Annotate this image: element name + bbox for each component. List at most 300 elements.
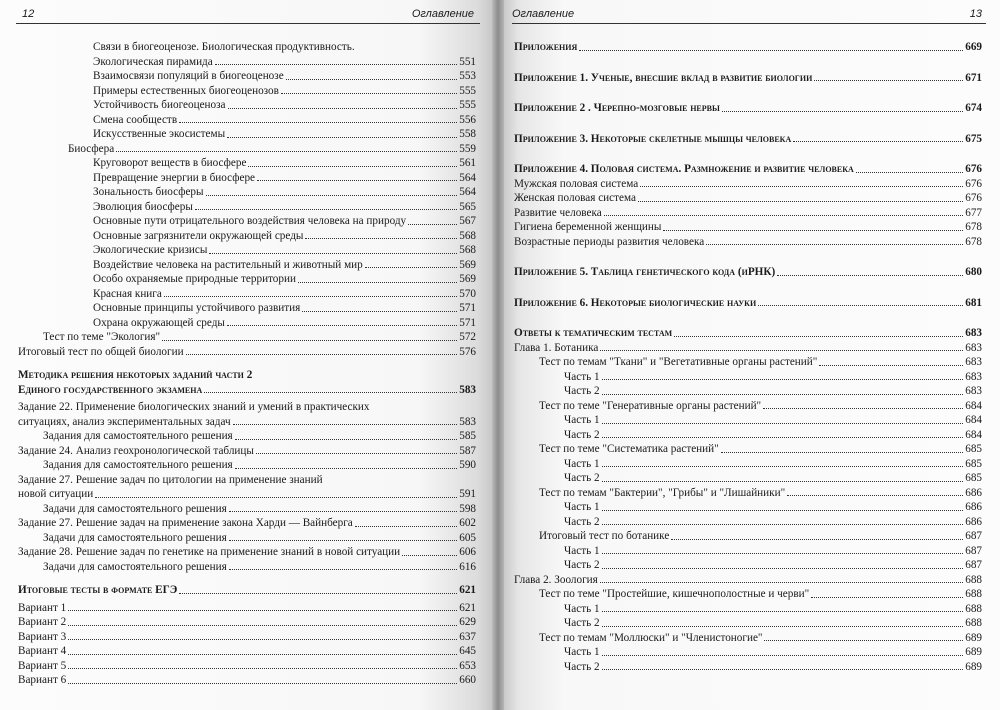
toc-entry[interactable] [514, 162, 982, 177]
toc-entry-page: 683 [965, 385, 982, 397]
toc-entry-page: 564 [459, 171, 476, 184]
toc-entry-page: 571 [459, 302, 476, 314]
toc-entry-title: Часть 1 [564, 457, 600, 470]
toc-entry-title: Задания для самостоятельного решения [43, 430, 233, 442]
toc-leader-dots [179, 593, 457, 594]
toc-entry-title: Приложение 5. Таблица генетического кода (иРНК) [514, 266, 776, 278]
toc-entry[interactable] [18, 301, 476, 316]
toc-entry-page: 621 [459, 601, 476, 614]
toc-leader-dots [162, 340, 457, 341]
toc-entry[interactable] [514, 235, 982, 250]
toc-entry-page: 684 [965, 414, 982, 426]
toc-leader-dots [68, 625, 457, 626]
toc-entry-title: Охрана окружающей среды [93, 316, 225, 329]
toc-leader-dots [206, 195, 458, 196]
toc-entry[interactable] [514, 296, 982, 311]
toc-entry-title: Женская половая система [514, 192, 636, 204]
toc-entry-title: Часть 1 [564, 544, 600, 557]
toc-entry[interactable] [18, 84, 476, 99]
toc-entry-title: Итоговый тест по общей биологии [18, 345, 184, 358]
toc-entry-page: 590 [459, 459, 476, 471]
toc-leader-dots [602, 437, 964, 438]
toc-entry-title: Часть 1 [564, 602, 600, 615]
toc-entry[interactable] [18, 516, 476, 531]
toc-entry[interactable] [18, 531, 476, 546]
toc-leader-dots [68, 610, 457, 611]
toc-leader-dots [227, 325, 457, 326]
toc-leader-dots [298, 282, 457, 283]
toc-entry-page: 688 [965, 573, 982, 586]
right-header-rule [512, 23, 986, 24]
toc-entry[interactable] [514, 573, 982, 588]
toc-entry[interactable] [18, 98, 476, 113]
right-page [504, 0, 1000, 710]
toc-entry-page: 637 [459, 630, 476, 643]
toc-entry-page: 685 [965, 457, 982, 470]
toc-entry[interactable] [18, 345, 476, 360]
toc-entry[interactable] [514, 384, 982, 399]
toc-entry[interactable] [514, 132, 982, 147]
toc-entry[interactable] [18, 113, 476, 128]
toc-entry-title: Часть 2 [564, 660, 600, 673]
toc-entry-title: Особо охраняемые природные территории [93, 273, 296, 285]
toc-entry-title: Искусственные экосистемы [93, 128, 226, 140]
toc-entry-title: Тест по темам "Ткани" и "Вегетативные органы растений" [539, 356, 818, 368]
toc-leader-dots [600, 350, 963, 351]
toc-entry[interactable] [18, 200, 476, 215]
toc-entry-title: Вариант 5 [18, 659, 67, 672]
toc-entry[interactable] [18, 229, 476, 244]
left-toc [18, 40, 476, 688]
toc-entry[interactable] [18, 673, 476, 688]
book-gutter [492, 0, 504, 710]
toc-entry-page: 688 [965, 602, 982, 615]
toc-leader-dots [856, 172, 963, 173]
toc-entry-page: 686 [965, 486, 982, 499]
toc-entry-title: Единого государственного экзамена [18, 383, 203, 396]
toc-leader-dots [638, 201, 963, 202]
toc-entry-title: Глава 2. Зоология [514, 573, 598, 586]
toc-leader-dots [764, 640, 963, 641]
toc-entry-title: Превращение энергии в биосфере [93, 171, 256, 184]
toc-leader-dots [305, 238, 457, 239]
toc-entry-page: 685 [965, 443, 982, 455]
toc-leader-dots [229, 511, 457, 512]
toc-entry[interactable] [18, 415, 476, 430]
toc-entry[interactable] [18, 330, 476, 345]
toc-leader-dots [602, 669, 964, 670]
toc-leader-dots [68, 654, 457, 655]
toc-entry-page: 561 [459, 157, 476, 169]
toc-leader-dots [286, 79, 458, 80]
toc-entry[interactable] [514, 341, 982, 356]
toc-entry[interactable] [18, 55, 476, 70]
toc-leader-dots [663, 230, 963, 231]
toc-entry-title: Часть 2 [564, 515, 600, 528]
toc-entry-page: 576 [459, 345, 476, 358]
toc-entry-page: 676 [965, 163, 982, 175]
toc-entry-page: 555 [459, 99, 476, 111]
left-page [0, 0, 492, 710]
toc-entry-title: Зональность биосферы [93, 186, 204, 198]
toc-leader-dots [209, 253, 457, 254]
right-running-head: Оглавление [512, 8, 575, 20]
toc-entry[interactable] [514, 471, 982, 486]
right-toc [514, 40, 982, 674]
toc-entry-title: Задачи для самостоятельного решения [43, 560, 227, 573]
toc-entry-title: Задание 22. Применение биологических знаний и умений в практических [18, 401, 370, 413]
toc-entry-title: Задачи для самостоятельного решения [43, 502, 227, 515]
toc-spacer [18, 359, 476, 368]
toc-entry[interactable] [514, 442, 982, 457]
toc-leader-dots [604, 215, 964, 216]
toc-entry-page: 683 [965, 341, 982, 354]
toc-entry-title: Итоговый тест по ботанике [539, 530, 670, 542]
toc-leader-dots [68, 639, 457, 640]
toc-leader-dots [721, 452, 964, 453]
toc-entry[interactable] [18, 243, 476, 258]
toc-entry-page: 556 [459, 113, 476, 126]
toc-entry[interactable] [18, 171, 476, 186]
toc-entry[interactable] [514, 413, 982, 428]
toc-leader-dots [777, 275, 963, 276]
toc-entry-page: 684 [965, 399, 982, 412]
toc-entry-title: Задание 27. Решение задач на применение закона Харди — Вайнберга [18, 517, 353, 529]
toc-entry-page: 671 [965, 71, 982, 84]
toc-entry[interactable] [18, 272, 476, 287]
toc-entry[interactable] [514, 428, 982, 443]
toc-entry-page: 602 [459, 517, 476, 529]
toc-entry[interactable] [18, 601, 476, 616]
toc-spacer [514, 280, 982, 296]
toc-entry[interactable] [514, 355, 982, 370]
toc-leader-dots [674, 336, 963, 337]
toc-entry[interactable] [18, 473, 476, 488]
toc-entry-page: 591 [459, 488, 476, 500]
toc-entry[interactable] [18, 368, 476, 383]
toc-leader-dots [257, 180, 457, 181]
toc-spacer [514, 55, 982, 71]
toc-entry-page: 587 [459, 444, 476, 457]
toc-entry[interactable] [18, 560, 476, 575]
toc-entry-title: новой ситуации [18, 488, 94, 500]
toc-entry[interactable] [18, 444, 476, 459]
toc-leader-dots [235, 468, 458, 469]
toc-entry[interactable] [18, 258, 476, 273]
toc-leader-dots [408, 224, 457, 225]
toc-entry-page: 677 [965, 206, 982, 219]
left-page-number: 12 [22, 8, 35, 20]
toc-entry-title: Тест по теме "Генеративные органы растений" [539, 399, 762, 412]
toc-entry-page: 568 [459, 244, 476, 256]
toc-entry-page: 675 [965, 132, 982, 145]
toc-entry-title: Вариант 3 [18, 630, 67, 643]
toc-entry-page: 585 [459, 430, 476, 442]
toc-entry[interactable] [514, 71, 982, 86]
toc-leader-dots [281, 93, 457, 94]
toc-entry[interactable] [514, 500, 982, 515]
toc-entry[interactable] [514, 587, 982, 602]
toc-leader-dots [204, 392, 457, 393]
toc-entry-page: 569 [459, 258, 476, 271]
toc-entry[interactable] [514, 457, 982, 472]
toc-entry[interactable] [514, 191, 982, 206]
toc-leader-dots [706, 244, 963, 245]
toc-entry[interactable] [18, 615, 476, 630]
toc-entry-title: Тест по теме "Простейшие, кишечнополостные и черви" [539, 588, 810, 600]
toc-spacer [514, 85, 982, 101]
toc-entry[interactable] [18, 487, 476, 502]
toc-spacer [18, 574, 476, 583]
toc-entry-title: Итоговые тесты в формате ЕГЭ [18, 584, 178, 596]
toc-entry-page: 683 [965, 370, 982, 383]
toc-leader-dots [164, 296, 457, 297]
toc-leader-dots [179, 122, 457, 123]
toc-entry[interactable] [18, 142, 476, 157]
toc-entry-title: Биосфера [68, 142, 115, 155]
toc-entry-page: 606 [459, 546, 476, 558]
toc-entry-page: 687 [965, 530, 982, 542]
toc-entry[interactable] [18, 383, 476, 398]
toc-entry[interactable] [18, 185, 476, 200]
toc-entry[interactable] [514, 399, 982, 414]
toc-entry-title: Основные принципы устойчивого развития [93, 302, 301, 314]
toc-entry-title: Тест по теме "Систематика растений" [539, 443, 719, 455]
toc-leader-dots [814, 80, 963, 81]
toc-entry-title: Воздействие человека на растительный и животный мир [93, 258, 363, 271]
toc-entry-title: Приложение 3. Некоторые скелетные мышцы человека [514, 132, 792, 145]
toc-entry-title: Эволюция биосферы [93, 200, 193, 213]
toc-entry[interactable] [514, 631, 982, 646]
toc-leader-dots [229, 569, 457, 570]
toc-entry-title: Устойчивость биогеоценоза [93, 99, 226, 111]
toc-entry-page: 660 [459, 674, 476, 686]
toc-entry-title: Приложение 4. Половая система. Размножение и развитие человека [514, 163, 854, 175]
toc-entry-page: 645 [459, 645, 476, 657]
toc-entry[interactable] [514, 101, 982, 116]
toc-leader-dots [302, 311, 457, 312]
toc-entry-page: 555 [459, 84, 476, 97]
toc-leader-dots [235, 439, 458, 440]
toc-entry-page: 551 [459, 55, 476, 68]
toc-entry-page: 685 [965, 472, 982, 484]
toc-leader-dots [600, 582, 963, 583]
toc-entry[interactable] [514, 616, 982, 631]
toc-entry-page: 669 [965, 41, 982, 53]
toc-entry-page: 683 [965, 356, 982, 368]
toc-entry[interactable] [18, 644, 476, 659]
toc-entry-page: 689 [965, 660, 982, 673]
toc-entry-page: 568 [459, 229, 476, 242]
right-page-number: 13 [969, 8, 982, 20]
toc-entry[interactable] [514, 515, 982, 530]
toc-entry-page: 688 [965, 588, 982, 600]
toc-entry-title: Ответы к тематическим тестам [514, 327, 673, 339]
toc-entry-title: Вариант 6 [18, 674, 67, 686]
toc-leader-dots [256, 453, 457, 454]
toc-leader-dots [671, 539, 963, 540]
toc-entry-title: Часть 2 [564, 385, 600, 397]
toc-entry[interactable] [514, 558, 982, 573]
toc-entry-page: 688 [965, 617, 982, 629]
toc-entry-page: 583 [459, 383, 476, 396]
toc-leader-dots [68, 683, 457, 684]
toc-spacer [514, 116, 982, 132]
toc-entry-title: Часть 1 [564, 501, 600, 513]
toc-entry-page: 564 [459, 186, 476, 198]
toc-entry-title: Связи в биогеоценозе. Биологическая продуктивность. [93, 41, 355, 53]
toc-leader-dots [763, 408, 963, 409]
toc-entry-page: 689 [965, 631, 982, 644]
toc-entry-title: Задание 27. Решение задач по цитологии на применение знаний [18, 473, 323, 486]
toc-leader-dots [602, 655, 964, 656]
toc-entry-title: Приложение 1. Ученые, внесшие вклад в развитие биологии [514, 71, 813, 84]
toc-entry[interactable] [514, 486, 982, 501]
toc-entry-page: 653 [459, 659, 476, 672]
toc-entry[interactable] [18, 400, 476, 415]
toc-entry-page: 559 [459, 142, 476, 155]
toc-entry-title: Вариант 4 [18, 645, 67, 657]
toc-entry[interactable] [514, 40, 982, 55]
toc-entry-page: 621 [459, 584, 476, 596]
toc-entry-title: Вариант 2 [18, 616, 67, 628]
toc-spacer [514, 249, 982, 265]
toc-entry[interactable] [514, 544, 982, 559]
toc-entry-title: Тест по темам "Моллюски" и "Членистоногие" [539, 631, 763, 644]
toc-leader-dots [68, 668, 457, 669]
toc-entry-page: 680 [965, 266, 982, 278]
toc-entry[interactable] [18, 214, 476, 229]
toc-leader-dots [602, 510, 964, 511]
toc-entry[interactable] [18, 287, 476, 302]
toc-leader-dots [758, 305, 963, 306]
toc-entry-page: 558 [459, 128, 476, 140]
toc-entry[interactable] [18, 583, 476, 598]
toc-leader-dots [793, 141, 963, 142]
toc-entry[interactable] [514, 602, 982, 617]
toc-leader-dots [602, 524, 964, 525]
toc-entry-title: Экологическая пирамида [93, 55, 213, 68]
toc-entry[interactable] [18, 127, 476, 142]
toc-entry-page: 567 [459, 215, 476, 227]
left-running-head: Оглавление [411, 8, 474, 20]
toc-entry-page: 687 [965, 559, 982, 571]
toc-entry[interactable] [514, 326, 982, 341]
toc-entry[interactable] [514, 645, 982, 660]
toc-entry-title: Тест по теме "Экология" [43, 331, 161, 343]
toc-leader-dots [602, 379, 964, 380]
toc-entry-title: Основные пути отрицательного воздействия человека на природу [93, 215, 407, 227]
toc-entry-title: Методика решения некоторых заданий части 2 [18, 369, 253, 381]
toc-entry-page: 583 [459, 415, 476, 428]
toc-entry[interactable] [514, 220, 982, 235]
toc-leader-dots [186, 354, 458, 355]
toc-leader-dots [248, 166, 457, 167]
toc-entry-title: Часть 2 [564, 617, 600, 629]
toc-leader-dots [227, 137, 457, 138]
toc-leader-dots [355, 526, 457, 527]
toc-entry-page: 629 [459, 616, 476, 628]
toc-entry[interactable] [514, 206, 982, 221]
toc-entry[interactable] [18, 545, 476, 560]
toc-leader-dots [365, 267, 457, 268]
toc-entry[interactable] [18, 316, 476, 331]
toc-entry-title: Задания для самостоятельного решения [43, 459, 233, 471]
toc-entry-page: 605 [459, 531, 476, 544]
toc-leader-dots [602, 611, 964, 612]
toc-entry-title: Вариант 1 [18, 601, 67, 614]
toc-leader-dots [602, 481, 964, 482]
toc-entry-title: Взаимосвязи популяций в биогеоценозе [93, 70, 284, 82]
toc-entry-title: Мужская половая система [514, 177, 639, 190]
toc-entry-title: Часть 1 [564, 646, 600, 658]
toc-entry-title: Гигиена беременной женщины [514, 221, 662, 233]
toc-entry-page: 689 [965, 646, 982, 658]
toc-entry[interactable] [514, 370, 982, 385]
toc-entry-title: ситуациях, анализ экспериментальных задач [18, 415, 231, 428]
toc-entry-page: 676 [965, 192, 982, 204]
toc-entry-page: 572 [459, 331, 476, 343]
toc-leader-dots [228, 108, 458, 109]
toc-entry-title: Часть 2 [564, 472, 600, 484]
toc-leader-dots [195, 209, 457, 210]
toc-entry-page: 571 [459, 316, 476, 329]
toc-entry[interactable] [18, 429, 476, 444]
toc-entry-page: 686 [965, 515, 982, 528]
toc-entry-title: Приложение 6. Некоторые биологические науки [514, 296, 757, 309]
toc-entry[interactable] [18, 156, 476, 171]
toc-entry-title: Развитие человека [514, 206, 602, 219]
toc-entry-title: Экологические кризисы [93, 244, 208, 256]
toc-entry-title: Смена сообществ [93, 113, 178, 126]
left-header-rule [16, 23, 480, 24]
toc-leader-dots [402, 555, 457, 556]
toc-leader-dots [602, 553, 964, 554]
toc-entry[interactable] [514, 660, 982, 675]
toc-leader-dots [233, 424, 458, 425]
toc-entry-title: Основные загрязнители окружающей среды [93, 229, 304, 242]
toc-entry-title: Круговорот веществ в биосфере [93, 157, 247, 169]
toc-leader-dots [215, 64, 458, 65]
toc-entry-title: Примеры естественных биогеоценозов [93, 84, 279, 97]
toc-entry-page: 570 [459, 287, 476, 300]
toc-entry-page: 553 [459, 70, 476, 82]
toc-leader-dots [95, 497, 457, 498]
toc-entry-page: 616 [459, 560, 476, 573]
toc-leader-dots [811, 597, 963, 598]
toc-entry[interactable] [18, 659, 476, 674]
toc-entry[interactable] [514, 529, 982, 544]
toc-entry[interactable] [18, 40, 476, 55]
toc-leader-dots [602, 626, 964, 627]
toc-entry-page: 684 [965, 428, 982, 441]
toc-entry[interactable] [514, 177, 982, 192]
toc-entry-page: 686 [965, 501, 982, 513]
toc-entry[interactable] [18, 502, 476, 517]
toc-leader-dots [787, 495, 963, 496]
toc-leader-dots [819, 365, 963, 366]
toc-entry-title: Тест по темам "Бактерии", "Грибы" и "Лишайники" [539, 486, 786, 499]
toc-entry-page: 676 [965, 177, 982, 190]
toc-entry[interactable] [18, 630, 476, 645]
toc-entry[interactable] [18, 458, 476, 473]
toc-entry[interactable] [514, 265, 982, 280]
toc-entry-title: Приложение 2 . Черепно-мозговые нервы [514, 102, 720, 114]
toc-leader-dots [602, 423, 964, 424]
toc-entry[interactable] [18, 69, 476, 84]
toc-spacer [514, 310, 982, 326]
toc-entry-title: Приложения [514, 41, 578, 53]
